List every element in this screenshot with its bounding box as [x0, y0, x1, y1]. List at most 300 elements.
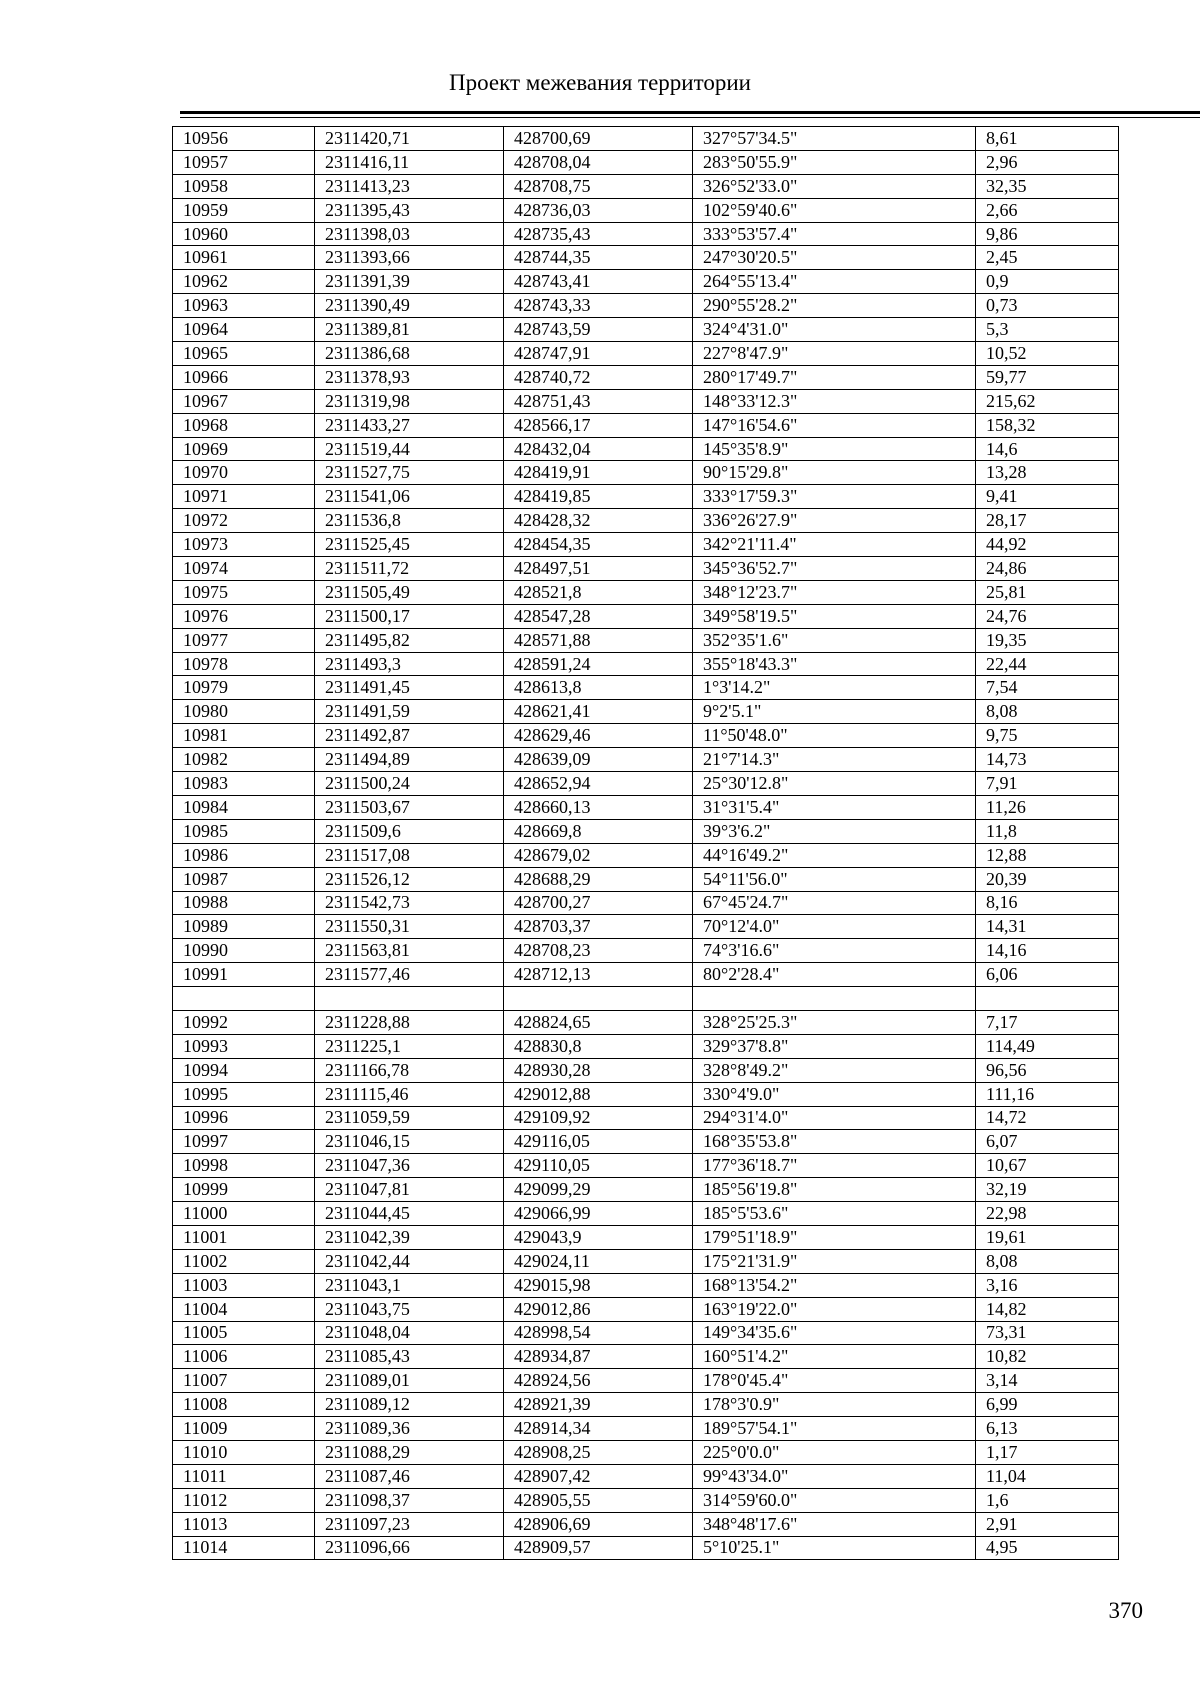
y-coordinate-cell: 429066,99	[504, 1202, 693, 1226]
x-coordinate-cell: 2311089,12	[315, 1393, 504, 1417]
distance-cell: 2,45	[976, 246, 1119, 270]
x-coordinate-cell: 2311395,43	[315, 198, 504, 222]
x-coordinate-cell: 2311495,82	[315, 628, 504, 652]
x-coordinate-cell: 2311491,45	[315, 676, 504, 700]
x-coordinate-cell: 2311386,68	[315, 342, 504, 366]
direction-angle-cell: 345°36'52.7"	[693, 557, 976, 581]
table-row	[173, 437, 1119, 461]
y-coordinate-cell: 428998,54	[504, 1321, 693, 1345]
point-number-cell: 10997	[173, 1130, 315, 1154]
x-coordinate-cell: 2311088,29	[315, 1440, 504, 1464]
distance-cell: 6,07	[976, 1130, 1119, 1154]
coordinates-table	[172, 126, 1119, 1560]
direction-angle-cell: 74°3'16.6"	[693, 939, 976, 963]
direction-angle-cell: 175°21'31.9"	[693, 1249, 976, 1273]
direction-angle-cell: 314°59'60.0"	[693, 1488, 976, 1512]
y-coordinate-cell: 429110,05	[504, 1154, 693, 1178]
x-coordinate-cell: 2311519,44	[315, 437, 504, 461]
point-number-cell: 10964	[173, 318, 315, 342]
x-coordinate-cell: 2311042,44	[315, 1249, 504, 1273]
point-number-cell: 10965	[173, 342, 315, 366]
point-number-cell: 10987	[173, 867, 315, 891]
table-row	[173, 270, 1119, 294]
point-number-cell: 11012	[173, 1488, 315, 1512]
distance-cell: 24,86	[976, 557, 1119, 581]
point-number-cell: 11002	[173, 1249, 315, 1273]
point-number-cell: 10977	[173, 628, 315, 652]
y-coordinate-cell: 428743,33	[504, 294, 693, 318]
table-row	[173, 700, 1119, 724]
point-number-cell: 11006	[173, 1345, 315, 1369]
point-number-cell: 10958	[173, 174, 315, 198]
table-row	[173, 795, 1119, 819]
table-row	[173, 294, 1119, 318]
point-number-cell: 10971	[173, 485, 315, 509]
distance-cell: 3,16	[976, 1273, 1119, 1297]
direction-angle-cell: 348°48'17.6"	[693, 1512, 976, 1536]
distance-cell: 2,66	[976, 198, 1119, 222]
x-coordinate-cell: 2311048,04	[315, 1321, 504, 1345]
page-number: 370	[1108, 1598, 1143, 1623]
x-coordinate-cell: 2311433,27	[315, 413, 504, 437]
table-row	[173, 485, 1119, 509]
x-coordinate-cell: 2311097,23	[315, 1512, 504, 1536]
x-coordinate-cell: 2311166,78	[315, 1058, 504, 1082]
table-row	[173, 389, 1119, 413]
distance-cell: 10,67	[976, 1154, 1119, 1178]
table-row	[173, 1393, 1119, 1417]
distance-cell: 11,8	[976, 819, 1119, 843]
direction-angle-cell: 290°55'28.2"	[693, 294, 976, 318]
table-row	[173, 772, 1119, 796]
y-coordinate-cell: 428830,8	[504, 1034, 693, 1058]
y-coordinate-cell: 428566,17	[504, 413, 693, 437]
x-coordinate-cell: 2311087,46	[315, 1464, 504, 1488]
table-row	[173, 1202, 1119, 1226]
direction-angle-cell: 189°57'54.1"	[693, 1417, 976, 1441]
direction-angle-cell: 163°19'22.0"	[693, 1297, 976, 1321]
direction-angle-cell: 336°26'27.9"	[693, 509, 976, 533]
point-number-cell: 10970	[173, 461, 315, 485]
distance-cell: 19,35	[976, 628, 1119, 652]
distance-cell: 28,17	[976, 509, 1119, 533]
direction-angle-cell: 349°58'19.5"	[693, 604, 976, 628]
y-coordinate-cell: 428743,59	[504, 318, 693, 342]
point-number-cell: 10972	[173, 509, 315, 533]
point-number-cell: 10963	[173, 294, 315, 318]
direction-angle-cell: 352°35'1.6"	[693, 628, 976, 652]
distance-cell: 9,41	[976, 485, 1119, 509]
point-number-cell: 11009	[173, 1417, 315, 1441]
direction-angle-cell: 168°35'53.8"	[693, 1130, 976, 1154]
direction-angle-cell: 44°16'49.2"	[693, 843, 976, 867]
x-coordinate-cell: 2311046,15	[315, 1130, 504, 1154]
y-coordinate-cell: 428621,41	[504, 700, 693, 724]
point-number-cell	[173, 987, 315, 1011]
y-coordinate-cell: 428906,69	[504, 1512, 693, 1536]
x-coordinate-cell: 2311228,88	[315, 1010, 504, 1034]
table-row	[173, 891, 1119, 915]
point-number-cell: 11005	[173, 1321, 315, 1345]
table-row	[173, 246, 1119, 270]
x-coordinate-cell	[315, 987, 504, 1011]
point-number-cell: 10990	[173, 939, 315, 963]
point-number-cell: 10992	[173, 1010, 315, 1034]
table-row	[173, 1249, 1119, 1273]
table-row	[173, 676, 1119, 700]
table-row	[173, 198, 1119, 222]
table-row	[173, 652, 1119, 676]
distance-cell: 7,17	[976, 1010, 1119, 1034]
point-number-cell: 10976	[173, 604, 315, 628]
direction-angle-cell: 160°51'4.2"	[693, 1345, 976, 1369]
y-coordinate-cell: 429012,86	[504, 1297, 693, 1321]
direction-angle-cell: 178°0'45.4"	[693, 1369, 976, 1393]
table-row	[173, 604, 1119, 628]
distance-cell: 114,49	[976, 1034, 1119, 1058]
y-coordinate-cell: 429109,92	[504, 1106, 693, 1130]
distance-cell: 10,82	[976, 1345, 1119, 1369]
x-coordinate-cell: 2311319,98	[315, 389, 504, 413]
table-row	[173, 1512, 1119, 1536]
point-number-cell: 10979	[173, 676, 315, 700]
y-coordinate-cell: 428454,35	[504, 533, 693, 557]
y-coordinate-cell: 428934,87	[504, 1345, 693, 1369]
y-coordinate-cell: 428700,27	[504, 891, 693, 915]
point-number-cell: 11004	[173, 1297, 315, 1321]
table-row	[173, 819, 1119, 843]
y-coordinate-cell: 428669,8	[504, 819, 693, 843]
point-number-cell: 10980	[173, 700, 315, 724]
point-number-cell: 10991	[173, 963, 315, 987]
x-coordinate-cell: 2311043,1	[315, 1273, 504, 1297]
point-number-cell: 10998	[173, 1154, 315, 1178]
y-coordinate-cell: 428708,75	[504, 174, 693, 198]
distance-cell: 5,3	[976, 318, 1119, 342]
direction-angle-cell: 178°3'0.9"	[693, 1393, 976, 1417]
distance-cell: 96,56	[976, 1058, 1119, 1082]
direction-angle-cell: 328°25'25.3"	[693, 1010, 976, 1034]
direction-angle-cell: 225°0'0.0"	[693, 1440, 976, 1464]
direction-angle-cell: 324°4'31.0"	[693, 318, 976, 342]
y-coordinate-cell: 429024,11	[504, 1249, 693, 1273]
x-coordinate-cell: 2311089,36	[315, 1417, 504, 1441]
x-coordinate-cell: 2311550,31	[315, 915, 504, 939]
distance-cell: 2,91	[976, 1512, 1119, 1536]
distance-cell: 7,54	[976, 676, 1119, 700]
distance-cell: 13,28	[976, 461, 1119, 485]
table-row	[173, 509, 1119, 533]
table-row	[173, 1154, 1119, 1178]
direction-angle-cell: 5°10'25.1"	[693, 1536, 976, 1560]
x-coordinate-cell: 2311517,08	[315, 843, 504, 867]
distance-cell: 14,82	[976, 1297, 1119, 1321]
x-coordinate-cell: 2311085,43	[315, 1345, 504, 1369]
distance-cell: 1,6	[976, 1488, 1119, 1512]
table-row	[173, 1488, 1119, 1512]
distance-cell: 1,17	[976, 1440, 1119, 1464]
distance-cell: 32,19	[976, 1178, 1119, 1202]
point-number-cell: 10982	[173, 748, 315, 772]
direction-angle-cell: 168°13'54.2"	[693, 1273, 976, 1297]
point-number-cell: 11011	[173, 1464, 315, 1488]
point-number-cell: 11014	[173, 1536, 315, 1560]
distance-cell: 22,98	[976, 1202, 1119, 1226]
distance-cell: 44,92	[976, 533, 1119, 557]
distance-cell: 3,14	[976, 1369, 1119, 1393]
distance-cell: 12,88	[976, 843, 1119, 867]
y-coordinate-cell: 429116,05	[504, 1130, 693, 1154]
direction-angle-cell: 145°35'8.9"	[693, 437, 976, 461]
x-coordinate-cell: 2311525,45	[315, 533, 504, 557]
header-rule-thick	[180, 111, 1200, 114]
table-row	[173, 222, 1119, 246]
y-coordinate-cell: 429015,98	[504, 1273, 693, 1297]
point-number-cell: 11013	[173, 1512, 315, 1536]
y-coordinate-cell: 428432,04	[504, 437, 693, 461]
table-row	[173, 1536, 1119, 1560]
point-number-cell: 10975	[173, 580, 315, 604]
point-number-cell: 10969	[173, 437, 315, 461]
direction-angle-cell: 333°17'59.3"	[693, 485, 976, 509]
x-coordinate-cell: 2311047,81	[315, 1178, 504, 1202]
point-number-cell: 11001	[173, 1225, 315, 1249]
point-number-cell: 10996	[173, 1106, 315, 1130]
y-coordinate-cell: 428521,8	[504, 580, 693, 604]
table-row	[173, 1440, 1119, 1464]
table-row	[173, 1417, 1119, 1441]
point-number-cell: 10993	[173, 1034, 315, 1058]
direction-angle-cell: 280°17'49.7"	[693, 365, 976, 389]
direction-angle-cell: 11°50'48.0"	[693, 724, 976, 748]
y-coordinate-cell: 428700,69	[504, 127, 693, 151]
distance-cell: 11,26	[976, 795, 1119, 819]
x-coordinate-cell: 2311420,71	[315, 127, 504, 151]
direction-angle-cell: 329°37'8.8"	[693, 1034, 976, 1058]
direction-angle-cell: 39°3'6.2"	[693, 819, 976, 843]
table-row	[173, 1082, 1119, 1106]
direction-angle-cell: 25°30'12.8"	[693, 772, 976, 796]
direction-angle-cell: 149°34'35.6"	[693, 1321, 976, 1345]
direction-angle-cell: 185°56'19.8"	[693, 1178, 976, 1202]
distance-cell: 22,44	[976, 652, 1119, 676]
point-number-cell: 10994	[173, 1058, 315, 1082]
point-number-cell: 10989	[173, 915, 315, 939]
y-coordinate-cell: 428930,28	[504, 1058, 693, 1082]
y-coordinate-cell: 428688,29	[504, 867, 693, 891]
x-coordinate-cell: 2311511,72	[315, 557, 504, 581]
direction-angle-cell: 326°52'33.0"	[693, 174, 976, 198]
y-coordinate-cell: 428908,25	[504, 1440, 693, 1464]
point-number-cell: 10973	[173, 533, 315, 557]
x-coordinate-cell: 2311492,87	[315, 724, 504, 748]
table-row	[173, 1345, 1119, 1369]
direction-angle-cell: 31°31'5.4"	[693, 795, 976, 819]
point-number-cell: 11007	[173, 1369, 315, 1393]
x-coordinate-cell: 2311563,81	[315, 939, 504, 963]
point-number-cell: 10966	[173, 365, 315, 389]
direction-angle-cell: 99°43'34.0"	[693, 1464, 976, 1488]
x-coordinate-cell: 2311393,66	[315, 246, 504, 270]
direction-angle-cell: 327°57'34.5"	[693, 127, 976, 151]
direction-angle-cell: 80°2'28.4"	[693, 963, 976, 987]
direction-angle-cell: 147°16'54.6"	[693, 413, 976, 437]
direction-angle-cell: 348°12'23.7"	[693, 580, 976, 604]
x-coordinate-cell: 2311491,59	[315, 700, 504, 724]
x-coordinate-cell: 2311541,06	[315, 485, 504, 509]
x-coordinate-cell: 2311059,59	[315, 1106, 504, 1130]
direction-angle-cell: 70°12'4.0"	[693, 915, 976, 939]
y-coordinate-cell: 428736,03	[504, 198, 693, 222]
x-coordinate-cell: 2311389,81	[315, 318, 504, 342]
table-row	[173, 1369, 1119, 1393]
distance-cell: 4,95	[976, 1536, 1119, 1560]
distance-cell: 7,91	[976, 772, 1119, 796]
y-coordinate-cell: 428914,34	[504, 1417, 693, 1441]
direction-angle-cell: 148°33'12.3"	[693, 389, 976, 413]
direction-angle-cell: 67°45'24.7"	[693, 891, 976, 915]
y-coordinate-cell: 428613,8	[504, 676, 693, 700]
direction-angle-cell: 54°11'56.0"	[693, 867, 976, 891]
table-row	[173, 1010, 1119, 1034]
point-number-cell: 10984	[173, 795, 315, 819]
y-coordinate-cell: 428921,39	[504, 1393, 693, 1417]
point-number-cell: 11000	[173, 1202, 315, 1226]
y-coordinate-cell: 428735,43	[504, 222, 693, 246]
y-coordinate-cell: 428629,46	[504, 724, 693, 748]
table-row	[173, 342, 1119, 366]
x-coordinate-cell: 2311098,37	[315, 1488, 504, 1512]
distance-cell: 24,76	[976, 604, 1119, 628]
x-coordinate-cell: 2311494,89	[315, 748, 504, 772]
direction-angle-cell: 328°8'49.2"	[693, 1058, 976, 1082]
direction-angle-cell: 227°8'47.9"	[693, 342, 976, 366]
point-number-cell: 10967	[173, 389, 315, 413]
direction-angle-cell: 283°50'55.9"	[693, 150, 976, 174]
point-number-cell: 10959	[173, 198, 315, 222]
table-row	[173, 413, 1119, 437]
y-coordinate-cell: 428743,41	[504, 270, 693, 294]
distance-cell: 10,52	[976, 342, 1119, 366]
y-coordinate-cell: 428679,02	[504, 843, 693, 867]
x-coordinate-cell: 2311500,24	[315, 772, 504, 796]
table-row	[173, 1225, 1119, 1249]
y-coordinate-cell: 428419,85	[504, 485, 693, 509]
direction-angle-cell: 21°7'14.3"	[693, 748, 976, 772]
page-header-title: Проект межевания территории	[449, 70, 751, 95]
point-number-cell: 11008	[173, 1393, 315, 1417]
x-coordinate-cell: 2311413,23	[315, 174, 504, 198]
point-number-cell: 10962	[173, 270, 315, 294]
x-coordinate-cell: 2311505,49	[315, 580, 504, 604]
y-coordinate-cell: 428744,35	[504, 246, 693, 270]
point-number-cell: 10968	[173, 413, 315, 437]
y-coordinate-cell: 428747,91	[504, 342, 693, 366]
table-row	[173, 724, 1119, 748]
distance-cell: 11,04	[976, 1464, 1119, 1488]
direction-angle-cell: 179°51'18.9"	[693, 1225, 976, 1249]
direction-angle-cell: 264°55'13.4"	[693, 270, 976, 294]
point-number-cell: 10978	[173, 652, 315, 676]
point-number-cell: 10985	[173, 819, 315, 843]
distance-cell: 73,31	[976, 1321, 1119, 1345]
table-row	[173, 1034, 1119, 1058]
point-number-cell: 10999	[173, 1178, 315, 1202]
direction-angle-cell: 342°21'11.4"	[693, 533, 976, 557]
y-coordinate-cell: 428652,94	[504, 772, 693, 796]
direction-angle-cell: 355°18'43.3"	[693, 652, 976, 676]
table-row	[173, 365, 1119, 389]
distance-cell: 14,73	[976, 748, 1119, 772]
point-number-cell: 10995	[173, 1082, 315, 1106]
y-coordinate-cell: 428660,13	[504, 795, 693, 819]
y-coordinate-cell: 429012,88	[504, 1082, 693, 1106]
distance-cell: 0,73	[976, 294, 1119, 318]
direction-angle-cell: 185°5'53.6"	[693, 1202, 976, 1226]
direction-angle-cell: 90°15'29.8"	[693, 461, 976, 485]
table-row	[173, 318, 1119, 342]
table-row	[173, 987, 1119, 1011]
table-row	[173, 127, 1119, 151]
point-number-cell: 10961	[173, 246, 315, 270]
direction-angle-cell: 333°53'57.4"	[693, 222, 976, 246]
x-coordinate-cell: 2311527,75	[315, 461, 504, 485]
x-coordinate-cell: 2311500,17	[315, 604, 504, 628]
y-coordinate-cell: 428909,57	[504, 1536, 693, 1560]
table-row	[173, 533, 1119, 557]
x-coordinate-cell: 2311503,67	[315, 795, 504, 819]
direction-angle-cell: 330°4'9.0"	[693, 1082, 976, 1106]
distance-cell: 19,61	[976, 1225, 1119, 1249]
x-coordinate-cell: 2311089,01	[315, 1369, 504, 1393]
x-coordinate-cell: 2311493,3	[315, 652, 504, 676]
point-number-cell: 10956	[173, 127, 315, 151]
table-row	[173, 580, 1119, 604]
table-row	[173, 939, 1119, 963]
y-coordinate-cell: 428905,55	[504, 1488, 693, 1512]
point-number-cell: 10981	[173, 724, 315, 748]
x-coordinate-cell: 2311044,45	[315, 1202, 504, 1226]
y-coordinate-cell: 428639,09	[504, 748, 693, 772]
y-coordinate-cell: 428924,56	[504, 1369, 693, 1393]
x-coordinate-cell: 2311042,39	[315, 1225, 504, 1249]
direction-angle-cell: 294°31'4.0"	[693, 1106, 976, 1130]
direction-angle-cell: 9°2'5.1"	[693, 700, 976, 724]
distance-cell: 9,86	[976, 222, 1119, 246]
distance-cell: 6,13	[976, 1417, 1119, 1441]
x-coordinate-cell: 2311536,8	[315, 509, 504, 533]
point-number-cell: 10983	[173, 772, 315, 796]
distance-cell	[976, 987, 1119, 1011]
x-coordinate-cell: 2311043,75	[315, 1297, 504, 1321]
y-coordinate-cell: 428591,24	[504, 652, 693, 676]
distance-cell: 14,6	[976, 437, 1119, 461]
table-row	[173, 867, 1119, 891]
point-number-cell: 10974	[173, 557, 315, 581]
y-coordinate-cell: 428571,88	[504, 628, 693, 652]
direction-angle-cell: 102°59'40.6"	[693, 198, 976, 222]
table-row	[173, 748, 1119, 772]
table-row	[173, 461, 1119, 485]
x-coordinate-cell: 2311526,12	[315, 867, 504, 891]
distance-cell: 215,62	[976, 389, 1119, 413]
table-row	[173, 1321, 1119, 1345]
y-coordinate-cell: 428824,65	[504, 1010, 693, 1034]
distance-cell: 111,16	[976, 1082, 1119, 1106]
point-number-cell: 10986	[173, 843, 315, 867]
x-coordinate-cell: 2311047,36	[315, 1154, 504, 1178]
distance-cell: 8,16	[976, 891, 1119, 915]
